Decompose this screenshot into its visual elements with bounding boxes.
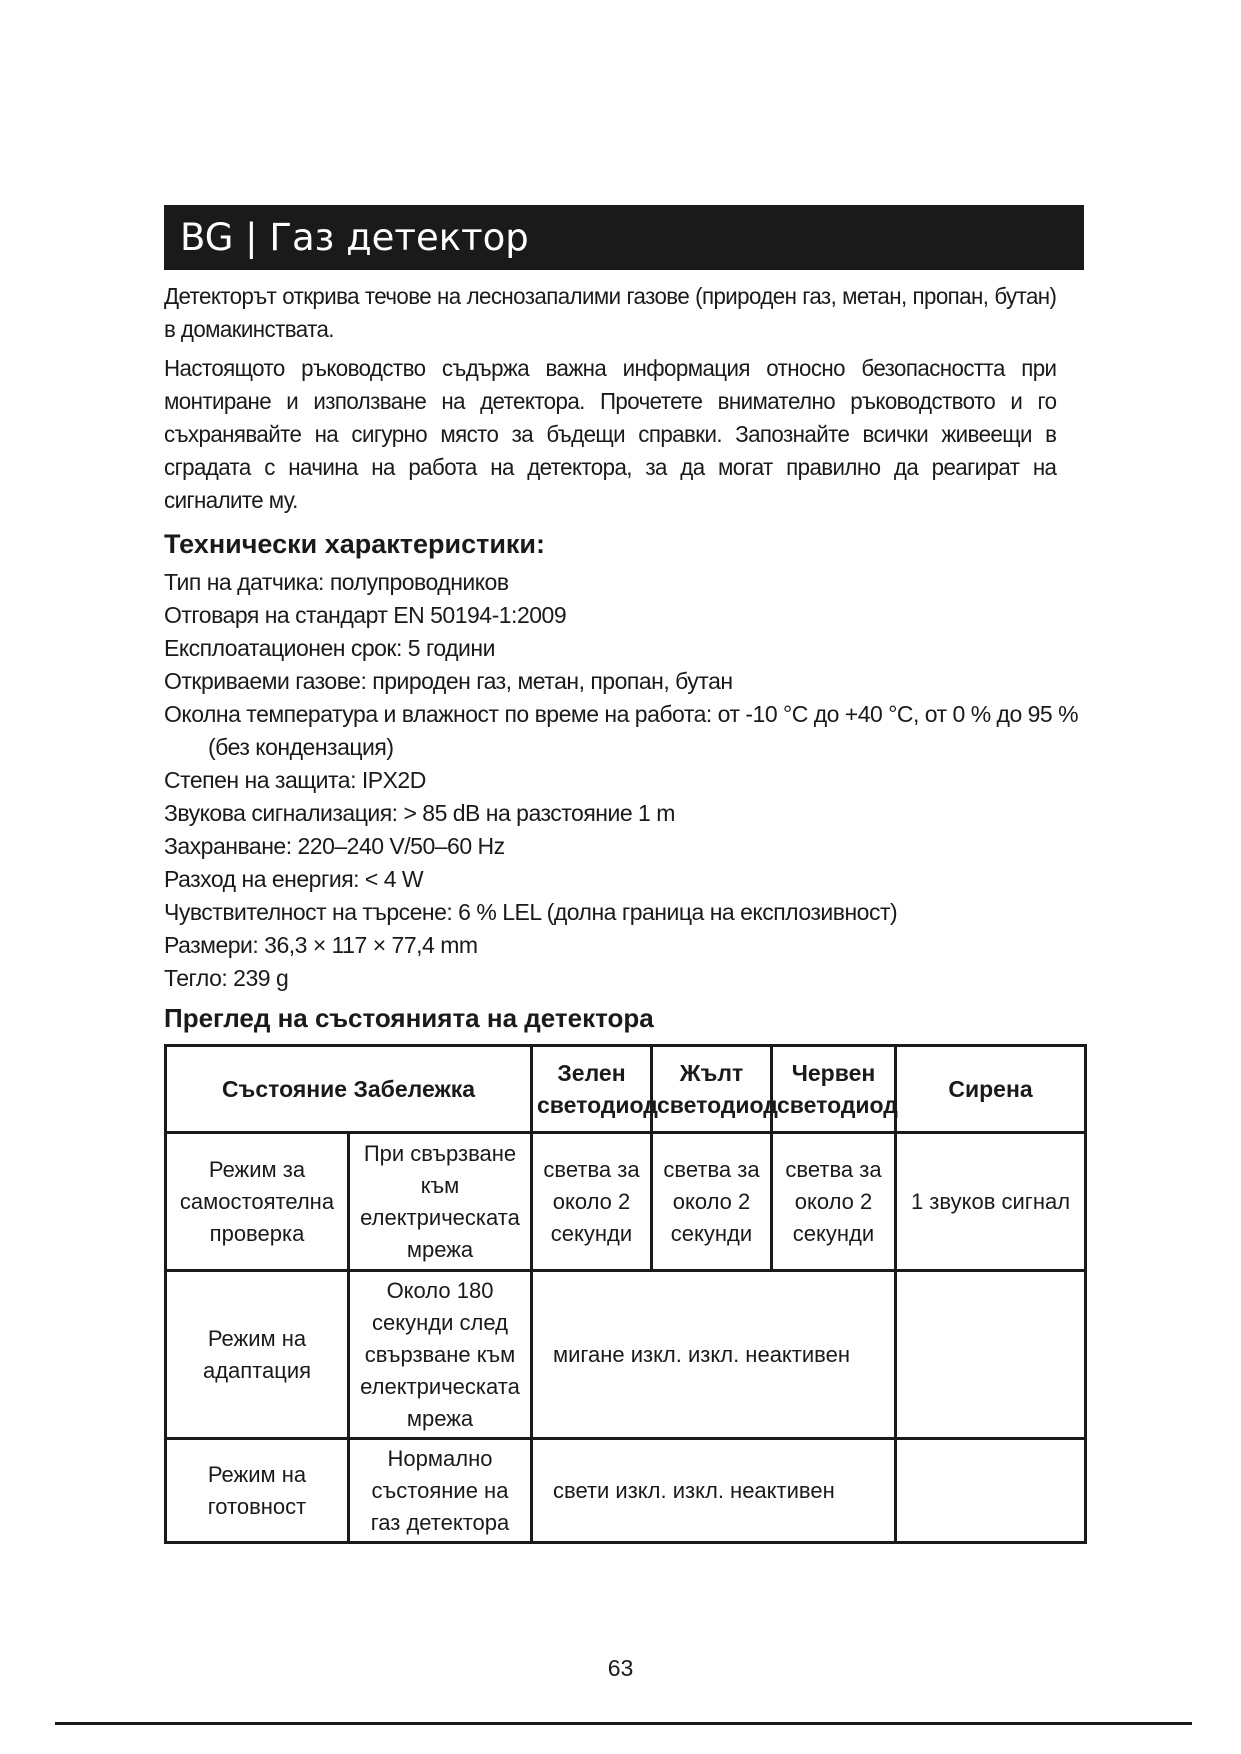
cell-note: Около 180 секунди след свързване към електрическата мрежа (349, 1271, 532, 1439)
page-number: 63 (607, 1655, 634, 1681)
spec-item: Захранване: 220–240 V/50–60 Hz (164, 833, 505, 859)
cell-yellow-led: светва за около 2 секунди (652, 1133, 772, 1271)
table-row (166, 1133, 1086, 1271)
cell-state: Режим на готовност (166, 1439, 349, 1543)
col-header-state-note: Състояние Забележка (166, 1046, 532, 1133)
table-row (166, 1439, 1086, 1543)
table-heading: Преглед на състоянията на детектора (164, 1003, 654, 1033)
language-title-bar (164, 205, 1084, 270)
spec-item: Чувствителност на търсене: 6 % LEL (долна граница на експлозивност) (164, 899, 898, 925)
spec-item: Степен на защита: IPX2D (164, 767, 426, 793)
cell-green-led: светва за около 2 секунди (532, 1133, 652, 1271)
table-row (166, 1271, 1086, 1439)
intro-paragraph-1: Детекторът открива течове на леснозапалими газове (природен газ, метан, пропан, бутан) в домакинствата. (164, 283, 1057, 342)
status-table (164, 1044, 1087, 1544)
document-body (164, 280, 1084, 1544)
specs-list (164, 566, 1084, 995)
spec-item: Тегло: 239 g (164, 965, 289, 991)
cell-siren-empty (896, 1271, 1086, 1439)
spec-item: Разход на енергия: < 4 W (164, 866, 424, 892)
intro-paragraph-2: Настоящото ръководство съдържа важна информация относно безопасността при монтиране и използване на детектора. Прочетете внимателно ръководството и го съхранявайте на сигурно място за бъдещи справки. Запознайте всички живеещи в сградата с начина на работа на детектора, за да могат правилно да реагират на сигналите му. (164, 355, 1057, 513)
spec-item: Отговаря на стандарт EN 50194-1:2009 (164, 602, 567, 628)
cell-led-statuses: мигане изкл. изкл. неактивен (532, 1271, 896, 1439)
spec-item-continuation (164, 731, 1084, 764)
spec-continuation-text: (без кондензация) (208, 734, 394, 760)
spec-item: Околна температура и влажност по време на работа: от -10 °C до +40 °C, от 0 % до 95 % (164, 701, 1079, 727)
cell-note: Нормално състояние на газ детектора (349, 1439, 532, 1543)
cell-red-led: светва за около 2 секунди (772, 1133, 896, 1271)
spec-item: Експлоатационен срок: 5 години (164, 635, 495, 661)
col-header-yellow-led: Жълт светодиод (652, 1046, 772, 1133)
col-header-siren: Сирена (896, 1046, 1086, 1133)
col-header-green-led: Зелен светодиод (532, 1046, 652, 1133)
cell-state: Режим за самостоятелна проверка (166, 1133, 349, 1271)
table-header-row (166, 1046, 1086, 1133)
cell-led-statuses: свети изкл. изкл. неактивен (532, 1439, 896, 1543)
cell-siren-empty (896, 1439, 1086, 1543)
cell-note: При свързване към електрическата мрежа (349, 1133, 532, 1271)
cell-state: Режим на адаптация (166, 1271, 349, 1439)
col-header-red-led: Червен светодиод (772, 1046, 896, 1133)
spec-item: Тип на датчика: полупроводников (164, 569, 509, 595)
spec-item: Откриваеми газове: природен газ, метан, пропан, бутан (164, 668, 733, 694)
spec-item: Размери: 36,3 × 117 × 77,4 mm (164, 932, 478, 958)
footer-divider (55, 1722, 1192, 1725)
specs-heading: Технически характеристики: (164, 529, 546, 559)
page-title: BG | Газ детектор (180, 216, 529, 259)
spec-item: Звукова сигнализация: > 85 dB на разстояние 1 m (164, 800, 675, 826)
cell-siren: 1 звуков сигнал (896, 1133, 1086, 1271)
